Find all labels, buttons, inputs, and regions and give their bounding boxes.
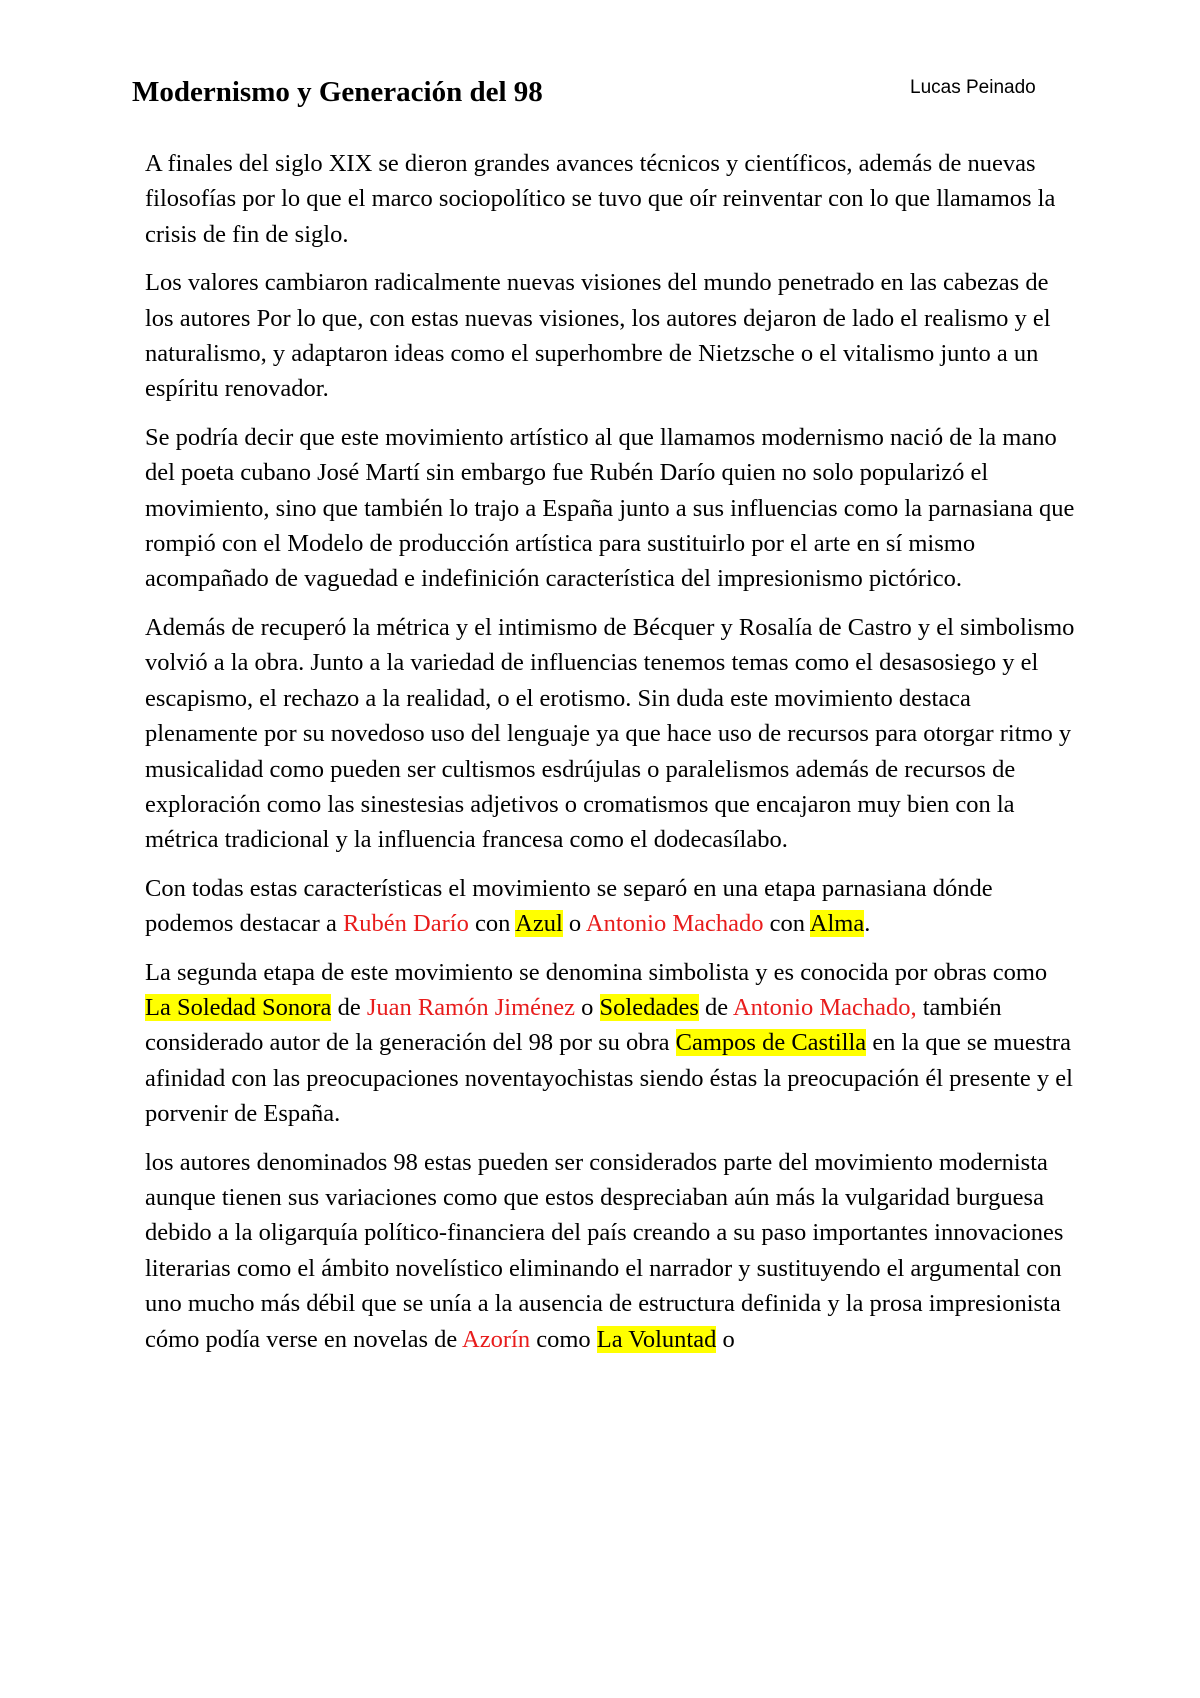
text-run: La segunda etapa de este movimiento se denomina simbolista y es conocida por obras como bbox=[145, 958, 1048, 986]
text-run: . bbox=[864, 910, 871, 938]
work-title-highlight: Soledades bbox=[599, 993, 699, 1021]
author-name-highlight: Rubén Darío bbox=[342, 910, 469, 938]
text-run: en la que se muestra afinidad con las preocupaciones noventayochistas siendo éstas la preocupación él presente y el porvenir de España. bbox=[145, 1029, 1073, 1128]
work-title-highlight: Alma bbox=[809, 910, 865, 938]
text-run: Los valores cambiaron radicalmente nuevas visiones del mundo penetrado en las cabezas de los autores Por lo que, con estas nuevas visiones, los autores dejaron de lado el realismo y el naturalismo, y adaptaron ideas como el superhombre de Nietzsche o el vitalismo junto a un espíritu renovador. bbox=[145, 269, 1051, 403]
paragraph bbox=[145, 265, 1075, 407]
author-name: Lucas Peinado bbox=[910, 77, 1036, 98]
text-run: también considerado autor de la generación del 98 por su obra bbox=[145, 993, 1002, 1057]
text-run: o bbox=[562, 910, 586, 938]
text-run: o bbox=[716, 1325, 735, 1353]
paragraph bbox=[145, 420, 1075, 597]
author-name-highlight: Juan Ramón Jiménez bbox=[366, 993, 576, 1021]
text-run: con bbox=[468, 910, 516, 938]
document-title: Modernismo y Generación del 98 bbox=[132, 76, 543, 108]
text-run: o bbox=[575, 993, 600, 1021]
document-body bbox=[145, 146, 1075, 1370]
text-run: Con todas estas características el movimiento se separó en una etapa parnasiana dónde podemos destacar a bbox=[145, 874, 993, 938]
text-run: A finales del siglo XIX se dieron grandes avances técnicos y científicos, además de nuevas filosofías por lo que el marco sociopolítico se tuvo que oír reinventar con lo que llamamos la crisis de fin de siglo. bbox=[145, 150, 1056, 248]
paragraph bbox=[145, 955, 1075, 1132]
text-run: Se podría decir que este movimiento artístico al que llamamos modernismo nació de la mano del poeta cubano José Martí sin embargo fue Rubén Darío quien no solo popularizó el movimiento, sino que también lo trajo a España junto a sus influencias como la parnasiana que rompió con el Modelo de producción artística para sustituirlo por el arte en sí mismo acompañado de vaguedad e indefinición característica del impresionismo pictórico. bbox=[145, 423, 1075, 593]
author-name-highlight: Antonio Machado bbox=[585, 910, 764, 938]
author-name-highlight: Antonio Machado, bbox=[732, 993, 917, 1021]
text-run: los autores denominados 98 estas pueden ser considerados parte del movimiento modernista aunque tienen sus variaciones como que estos despreciaban aún más la vulgaridad burguesa debido a la oligarquía político-financiera del país creando a su paso importantes innovaciones literarias como el ámbito novelístico eliminando el narrador y sustituyendo el argumental con uno mucho más débil que se unía a la ausencia de estructura definida y la prosa impresionista cómo podía verse en novelas de bbox=[145, 1148, 1064, 1353]
author-name-highlight: Azorín bbox=[462, 1325, 531, 1353]
text-run: de bbox=[698, 993, 733, 1021]
text-run: como bbox=[530, 1325, 597, 1353]
paragraph bbox=[145, 871, 1075, 942]
work-title-highlight: La Voluntad bbox=[596, 1325, 717, 1353]
paragraph bbox=[145, 610, 1075, 858]
paragraph bbox=[145, 1145, 1075, 1357]
text-run: con bbox=[763, 910, 810, 938]
text-run: de bbox=[331, 993, 367, 1021]
work-title-highlight: Campos de Castilla bbox=[675, 1029, 867, 1057]
work-title-highlight: La Soledad Sonora bbox=[145, 993, 332, 1021]
text-run: Además de recuperó la métrica y el intimismo de Bécquer y Rosalía de Castro y el simbolismo volvió a la obra. Junto a la variedad de influencias tenemos temas como el desasosiego y el escapismo, el rechazo a la realidad, o el erotismo. Sin duda este movimiento destaca plenamente por su novedoso uso del lenguaje ya que hace uso de recursos para otorgar ritmo y musicalidad como pueden ser cultismos esdrújulas o paralelismos además de recursos de exploración como las sinestesias adjetivos o cromatismos que encajaron muy bien con la métrica tradicional y la influencia francesa como el dodecasílabo. bbox=[145, 613, 1075, 854]
work-title-highlight: Azul bbox=[515, 910, 563, 938]
paragraph bbox=[145, 146, 1075, 252]
